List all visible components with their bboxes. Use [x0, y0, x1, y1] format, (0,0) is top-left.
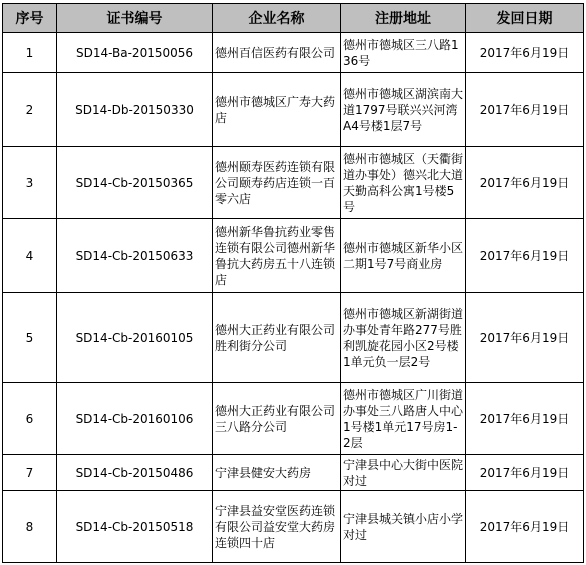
cell-cert: SD14-Cb-20150486 [57, 455, 213, 491]
table-row [3, 33, 584, 73]
cell-name: 宁津县健安大药房 [213, 455, 341, 491]
cell-cert: SD14-Cb-20150365 [57, 147, 213, 219]
cell-addr: 德州市德城区（天衢街道办事处）德兴北大道天勤高科公寓1号楼5号 [341, 147, 466, 219]
cell-addr: 德州市德城区新湖街道办事处青年路277号胜利凯旋花园小区2号楼1单元负一层2号 [341, 293, 466, 383]
certificate-table [2, 3, 584, 563]
cell-addr: 宁津县城关镇小店小学对过 [341, 491, 466, 563]
cell-cert: SD14-Cb-20150633 [57, 219, 213, 293]
cell-no: 1 [3, 33, 57, 73]
cell-addr: 德州市德城区湖滨南大道1797号联兴兴河湾A4号楼1层7号 [341, 73, 466, 147]
cell-date: 2017年6月19日 [466, 455, 584, 491]
cell-name: 德州市德城区广寿大药店 [213, 73, 341, 147]
cell-cert: SD14-Cb-20160106 [57, 383, 213, 455]
cell-name: 德州百信医药有限公司 [213, 33, 341, 73]
cell-cert: SD14-Ba-20150056 [57, 33, 213, 73]
cell-cert: SD14-Cb-20160105 [57, 293, 213, 383]
cell-no: 8 [3, 491, 57, 563]
table-row [3, 147, 584, 219]
cell-date: 2017年6月19日 [466, 219, 584, 293]
cell-name: 德州大正药业有限公司胜利街分公司 [213, 293, 341, 383]
cell-date: 2017年6月19日 [466, 383, 584, 455]
cell-addr: 德州市德城区三八路136号 [341, 33, 466, 73]
header-row [3, 4, 584, 33]
cell-name: 宁津县益安堂医药连锁有限公司益安堂大药房连锁四十店 [213, 491, 341, 563]
table-row [3, 491, 584, 563]
cell-addr: 德州市德城区广川街道办事处三八路唐人中心1号楼1单元17号房1-2层 [341, 383, 466, 455]
table-row [3, 383, 584, 455]
table-row [3, 73, 584, 147]
cell-name: 德州颐寿医药连锁有限公司颐寿药店连锁一百零六店 [213, 147, 341, 219]
cell-cert: SD14-Db-20150330 [57, 73, 213, 147]
cell-date: 2017年6月19日 [466, 147, 584, 219]
cell-date: 2017年6月19日 [466, 33, 584, 73]
header-cert: 证书编号 [57, 4, 213, 33]
header-addr: 注册地址 [341, 4, 466, 33]
header-date: 发回日期 [466, 4, 584, 33]
cell-no: 6 [3, 383, 57, 455]
table-row [3, 455, 584, 491]
cell-no: 3 [3, 147, 57, 219]
cell-no: 2 [3, 73, 57, 147]
header-no: 序号 [3, 4, 57, 33]
cell-addr: 德州市德城区新华小区二期1号7号商业房 [341, 219, 466, 293]
cell-name: 德州新华鲁抗药业零售连锁有限公司德州新华鲁抗大药房五十八连锁店 [213, 219, 341, 293]
cell-date: 2017年6月19日 [466, 293, 584, 383]
cell-no: 7 [3, 455, 57, 491]
cell-date: 2017年6月19日 [466, 491, 584, 563]
cell-cert: SD14-Cb-20150518 [57, 491, 213, 563]
header-name: 企业名称 [213, 4, 341, 33]
cell-no: 4 [3, 219, 57, 293]
cell-no: 5 [3, 293, 57, 383]
cell-name: 德州大正药业有限公司三八路分公司 [213, 383, 341, 455]
cell-addr: 宁津县中心大街中医院对过 [341, 455, 466, 491]
table-row [3, 219, 584, 293]
cell-date: 2017年6月19日 [466, 73, 584, 147]
table-row [3, 293, 584, 383]
